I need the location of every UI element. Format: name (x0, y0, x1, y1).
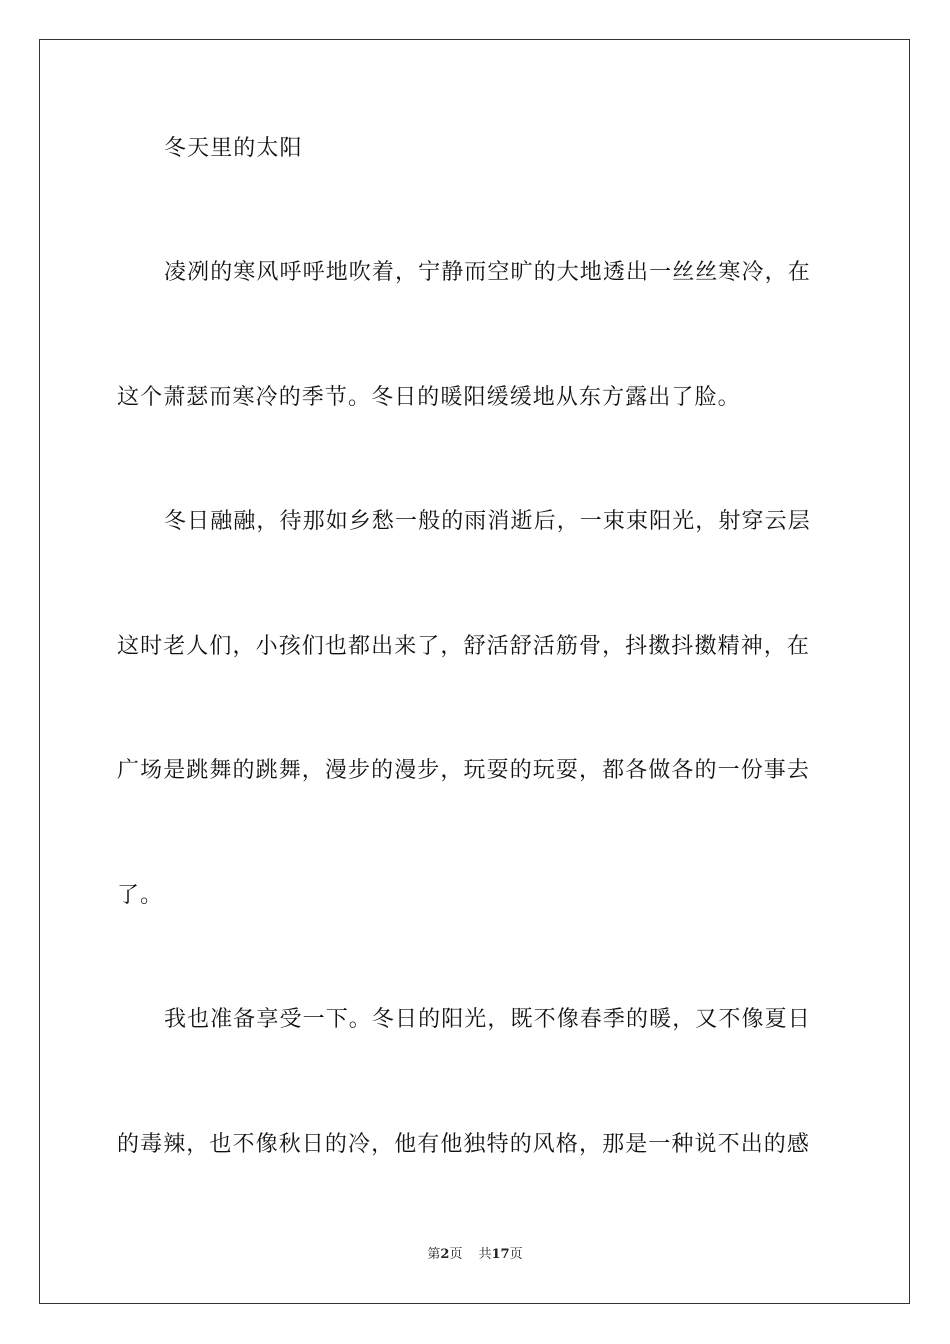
document-title: 冬天里的太阳 (164, 136, 303, 161)
paragraph-line: 这时老人们，小孩们也都出来了，舒活舒活筋骨，抖擞抖擞精神，在 (117, 634, 811, 659)
page-suffix: 页 (449, 1247, 463, 1262)
paragraph-line: 凌冽的寒风呼呼地吹着，宁静而空旷的大地透出一丝丝寒冷，在 (164, 260, 811, 285)
page-total: 17 (491, 1247, 510, 1262)
paragraph-line: 的毒辣，也不像秋日的冷，他有他独特的风格，那是一种说不出的感 (117, 1132, 811, 1157)
paragraph-line: 广场是跳舞的跳舞，漫步的漫步，玩耍的玩耍，都各做各的一份事去 (117, 758, 811, 783)
page-footer (0, 1246, 950, 1264)
page-current: 2 (440, 1247, 450, 1262)
paragraph-line: 冬日融融，待那如乡愁一般的雨消逝后，一束束阳光，射穿云层 (164, 509, 811, 534)
page-prefix: 第 (427, 1247, 441, 1262)
paragraph-line: 我也准备享受一下。冬日的阳光，既不像春季的暖，又不像夏日 (164, 1007, 811, 1032)
total-prefix: 共 (478, 1247, 492, 1262)
paragraph-line: 这个萧瑟而寒冷的季节。冬日的暖阳缓缓地从东方露出了脸。 (117, 385, 741, 410)
page-border (39, 39, 910, 1304)
total-suffix: 页 (509, 1247, 523, 1262)
paragraph-line: 了。 (117, 883, 164, 908)
